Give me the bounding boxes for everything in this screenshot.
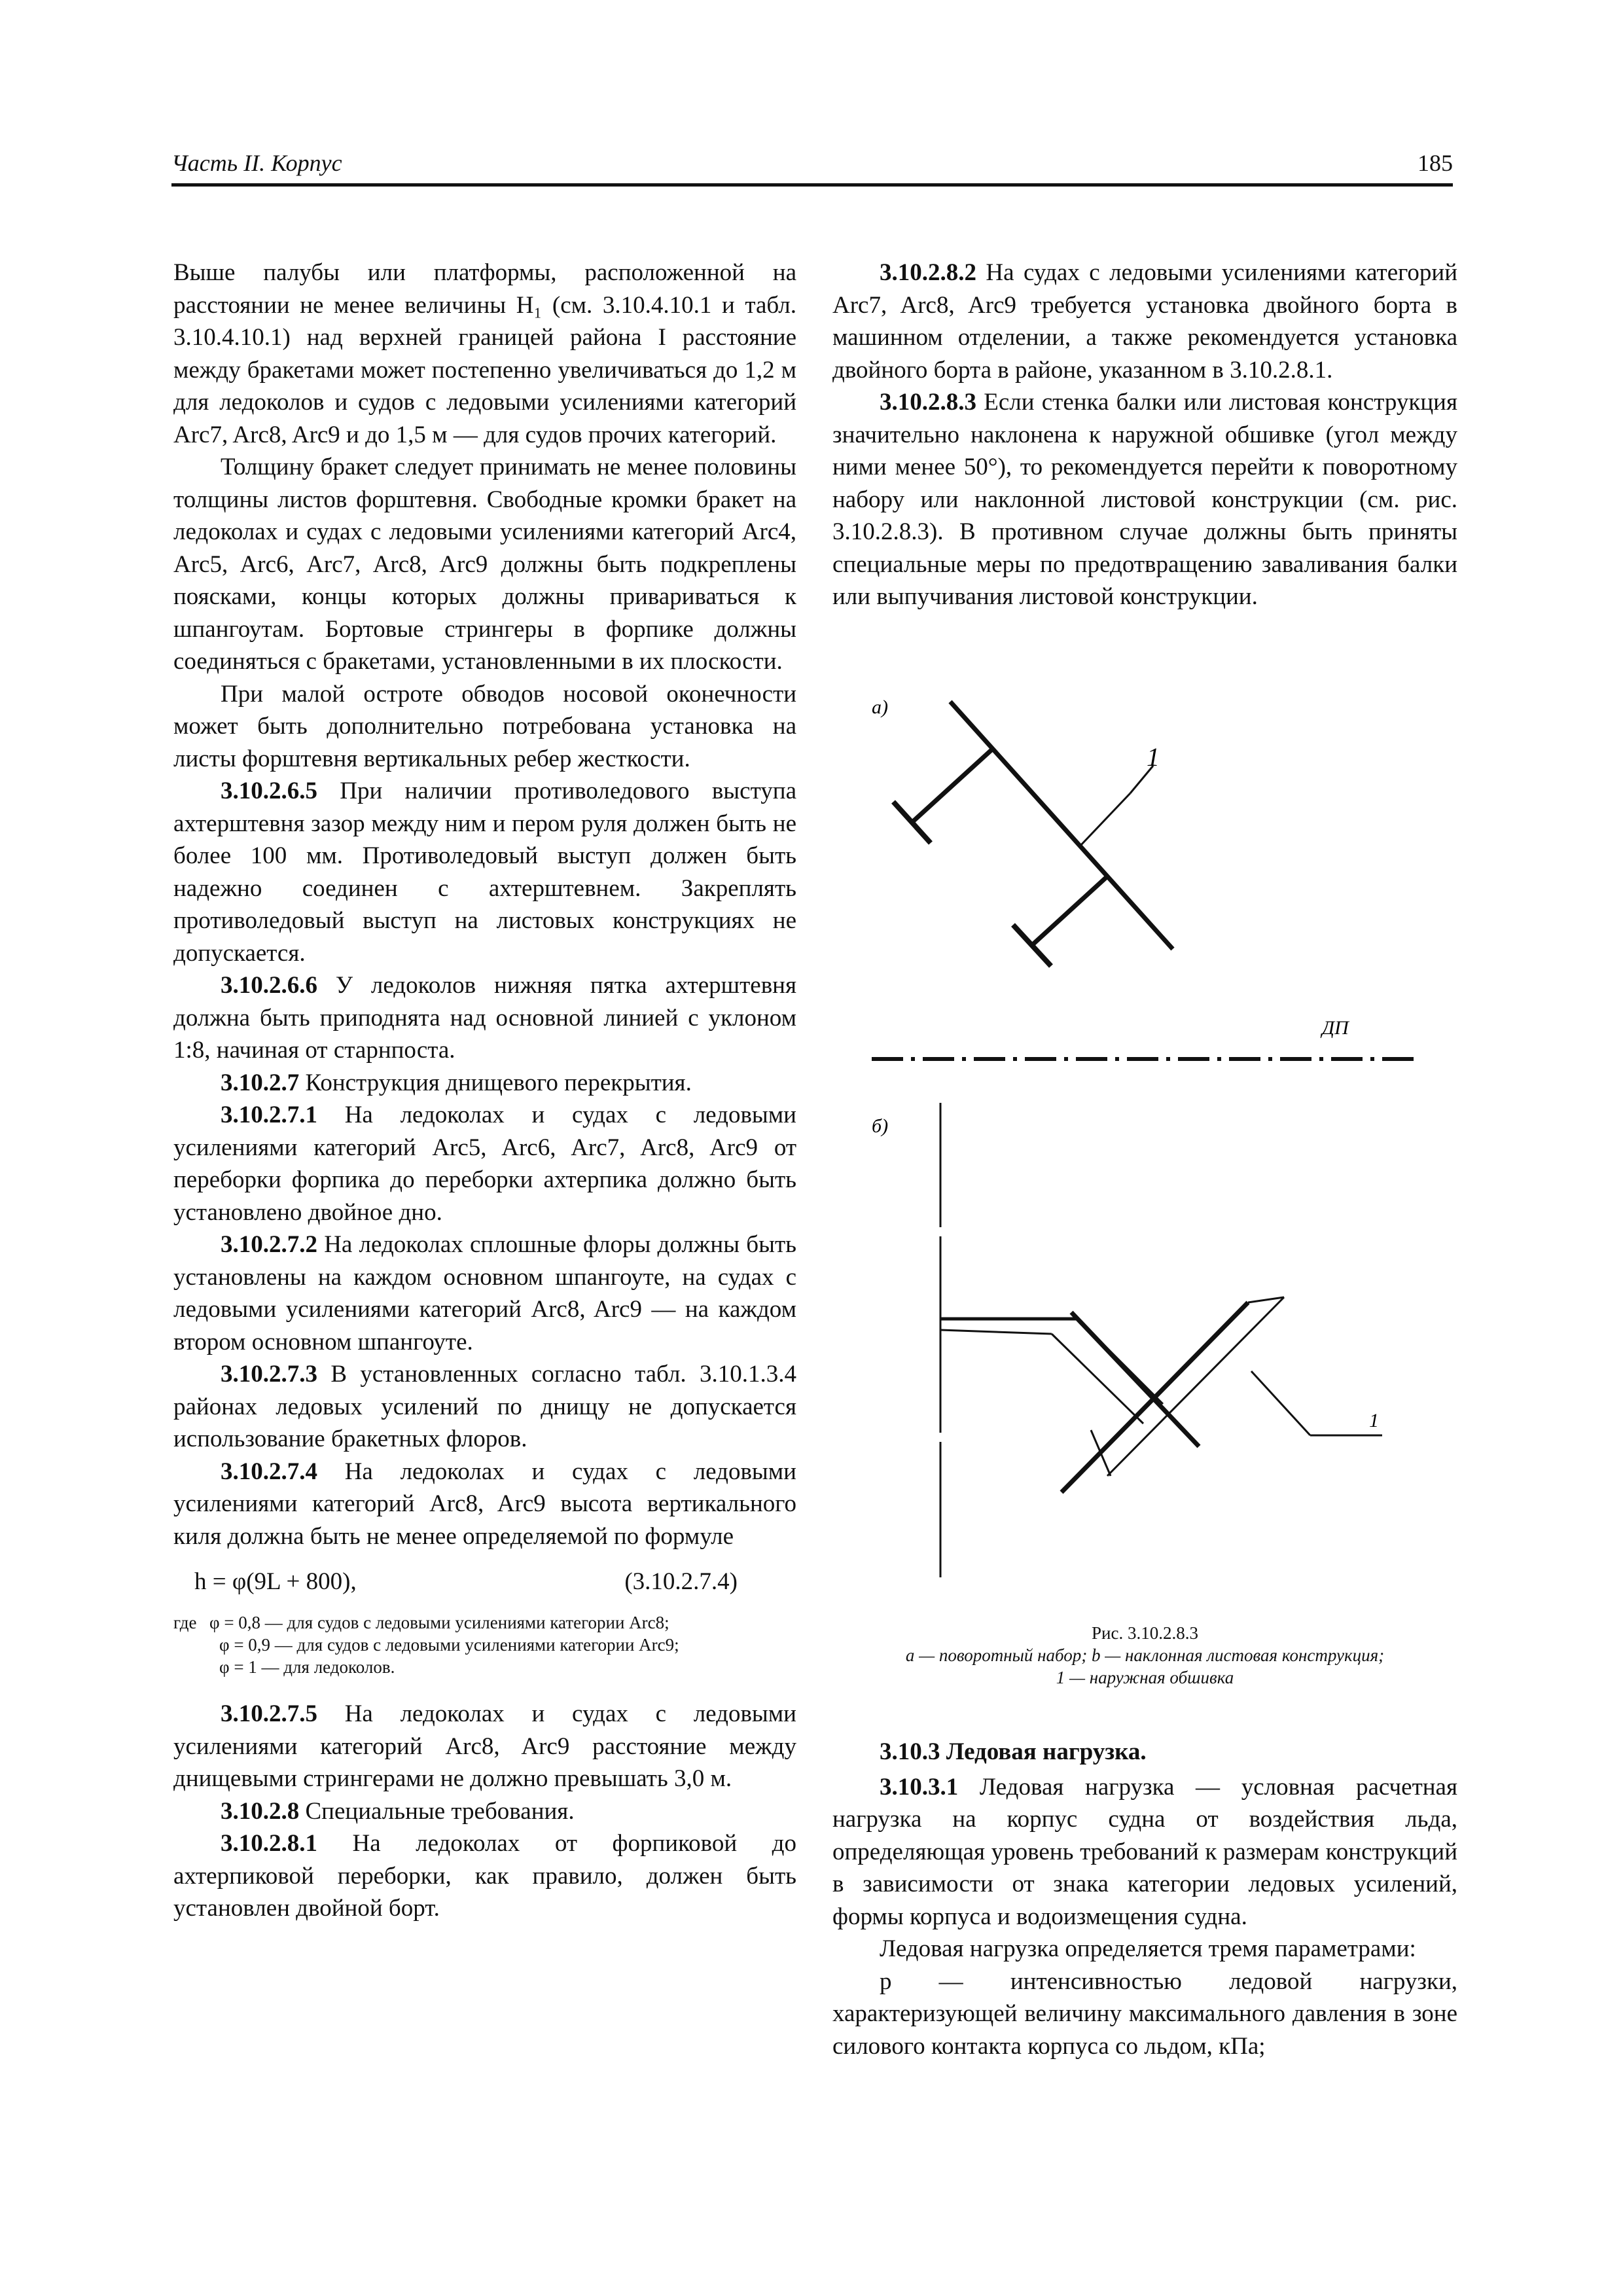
clause-text: У ледоколов нижняя пятка ахтерштевня должна быть приподнята над основной линией с уклоном 1:8, начиная от старнпоста.	[173, 972, 796, 1064]
right-column	[832, 257, 1457, 613]
clause-text: При наличии противоледового выступа ахтерштевня зазор между ним и пером руля должен быть не более 100 мм. Противоледовый выступ должен быть надежно соединен с ахтерштевнем. Закреплять противоледовый выступ на листовых конструкциях не допускается.	[173, 778, 796, 967]
legend-line: φ = 0,9 — для судов с ледовыми усилениями категории Arc9;	[219, 1635, 679, 1655]
label-dp: ДП	[1322, 1017, 1349, 1039]
formula-number: (3.10.2.7.4)	[624, 1568, 738, 1595]
clause-text: На ледоколах от форпиковой до ахтерпиковой переборки, как правило, должен быть установлен двойной борт.	[173, 1830, 796, 1922]
formula	[173, 1566, 796, 1605]
legend-line: φ = 0,8 — для судов с ледовыми усилениями категории Arc8;	[209, 1613, 669, 1632]
frame-web-2	[1032, 876, 1107, 945]
paragraph	[832, 1771, 1457, 1933]
clause-text: На судах с ледовыми усилениями категорий Arc7, Arc8, Arc9 требуется установка двойного борта в машинном отделении, а также рекомендуется установка двойного борта в районе, указанном в 3.10.2.8.1.	[832, 259, 1457, 384]
page-number: 185	[1418, 150, 1453, 176]
paragraph	[173, 1456, 796, 1553]
caption-line: 1 — наружная обшивка	[1056, 1668, 1234, 1687]
paragraph	[173, 969, 796, 1067]
paragraph: При малой остроте обводов носовой оконечности может быть дополнительно потребована установка на листы форштевня вертикальных ребер жесткости.	[173, 680, 796, 772]
figure-3-10-2-8-3	[832, 694, 1457, 1656]
paragraph	[173, 1358, 796, 1456]
figure-drawing	[832, 694, 1457, 1623]
clause-text: На ледоколах и судах с ледовыми усилениями категорий Arc8, Arc9 высота вертикального киля должна быть не менее определяемой по формуле	[173, 1458, 796, 1550]
running-head: Часть II. Корпус	[171, 150, 342, 176]
paragraph: Ледовая нагрузка определяется тремя параметрами:	[880, 1935, 1416, 1962]
paragraph	[173, 1099, 796, 1229]
clause-number: 3.10.2.8.2	[880, 259, 976, 286]
section-heading: 3.10.3 Ледовая нагрузка.	[880, 1738, 1147, 1765]
clause-number: 3.10.2.7.4	[221, 1458, 317, 1485]
clause-number: 3.10.2.7	[221, 1069, 300, 1096]
legend-line: φ = 1 — для ледоколов.	[219, 1657, 395, 1677]
paragraph	[173, 1229, 796, 1358]
clause-text: На ледоколах сплошные флоры должны быть установлены на каждом основном шпангоуте, на судах с ледовыми усилениями категорий Arc8, Arc9 — на каждом втором основном шпангоуте.	[173, 1231, 796, 1355]
paragraph	[173, 1827, 796, 1925]
clause-number: 3.10.2.8	[221, 1797, 300, 1825]
paragraph: Толщину бракет следует принимать не менее половины толщины листов форштевня. Свободные кромки бракет на ледоколах и судах с ледовыми усилениями категорий Arc4, Arc5, Arc6, Arc7, Arc8, Arc9 должны быть подкреплены поясками, концы которых должны привариваться к шпангоутам. Бортовые стрингеры в форпике должны соединяться с бракетами, установленными в их плоскости.	[173, 454, 796, 675]
header-rule	[171, 183, 1453, 187]
clause-number: 3.10.2.6.5	[221, 778, 317, 804]
clause-text: Специальные требования.	[299, 1797, 575, 1825]
paragraph: p — интенсивностью ледовой нагрузки, характеризующей величину максимального давления в зоне силового контакта корпуса со льдом, кПа;	[832, 1967, 1457, 2060]
caption-line: а — поворотный набор; b — наклонная листовая конструкция;	[905, 1645, 1385, 1665]
frame-web-1	[912, 749, 993, 822]
label-1-a: 1	[1147, 742, 1160, 772]
clause-text: Ледовая нагрузка — условная расчетная нагрузка на корпус судна от воздействия льда, определяющая уровень требований к размерам конструкций в зависимости от знака категории ледовых усилений, формы корпуса и водоизмещения судна.	[832, 1773, 1457, 1930]
clause-number: 3.10.3.1	[880, 1773, 959, 1801]
shell-plating-a	[950, 702, 1173, 949]
clause-number: 3.10.2.8.1	[221, 1830, 317, 1857]
inclined-plate-1	[1052, 1334, 1143, 1424]
paragraph	[173, 775, 796, 969]
clause-text: На ледоколах и судах с ледовыми усилениями категорий Arc8, Arc9 расстояние между днищевыми стрингерами не должно превышать 3,0 м.	[173, 1700, 796, 1792]
figure-caption	[832, 1622, 1457, 1689]
clause-number: 3.10.2.7.5	[221, 1700, 317, 1727]
caption-title: Рис. 3.10.2.8.3	[1092, 1623, 1198, 1643]
page-header	[171, 149, 1453, 183]
clause-text: В установленных согласно табл. 3.10.1.3.4 районах ледовых усилений по днищу не допускается использование бракетных флоров.	[173, 1361, 796, 1452]
clause-text: Если стенка балки или листовая конструкция значительно наклонена к наружной обшивке (угол между ними менее 50°), то рекомендуется перейти к поворотному набору или наклонной листовой конструкции (см. рис. 3.10.2.8.3). В противном случае должны быть приняты специальные меры по предотвращению заваливания балки или выпучивания листовой конструкции.	[832, 389, 1457, 610]
shell-plating-b-inner	[1107, 1297, 1284, 1476]
clause-text: Конструкция днищевого перекрытия.	[299, 1069, 692, 1096]
label-a: а)	[872, 696, 888, 718]
paragraph	[173, 1067, 796, 1100]
paragraph	[173, 1698, 796, 1795]
clause-text: На ледоколах и судах с ледовыми усилениями категорий Arc5, Arc6, Arc7, Arc8, Arc9 от переборки форпика до переборки ахтерпика должно быть установлено двойное дно.	[173, 1102, 796, 1226]
paragraph: Выше палубы или платформы, расположенной на расстоянии не менее величины H₁ (см. 3.10.4.10.1 и табл. 3.10.4.10.1) над верхней границей района I расстояние между бракетами может постепенно увеличиваться до 1,2 м для ледоколов и судов с ледовыми усилениями категорий Arc7, Arc8, Arc9 и до 1,5 м — для судов прочих категорий.	[173, 259, 796, 448]
label-1-b: 1	[1369, 1410, 1379, 1431]
clause-number: 3.10.2.7.2	[221, 1231, 317, 1258]
clause-number: 3.10.2.8.3	[880, 389, 976, 416]
paragraph	[832, 257, 1457, 386]
inclined-web-bold	[1071, 1312, 1199, 1446]
formula-expression: h = φ(9L + 800),	[194, 1568, 357, 1595]
label-b: б)	[872, 1115, 889, 1137]
paragraph	[832, 386, 1457, 613]
left-column	[173, 257, 796, 1925]
clause-number: 3.10.2.7.1	[221, 1102, 317, 1128]
formula-legend	[173, 1611, 796, 1678]
paragraph	[173, 1795, 796, 1828]
leader-line-b	[1251, 1371, 1310, 1435]
horizontal-deck-lower	[940, 1330, 1052, 1334]
leader-line-a	[1080, 793, 1130, 846]
clause-number: 3.10.2.7.3	[221, 1361, 317, 1388]
ice-load-section	[832, 1736, 1457, 2062]
clause-number: 3.10.2.6.6	[221, 972, 317, 999]
plate-end-lower	[1091, 1430, 1111, 1476]
where-label: где	[173, 1613, 197, 1632]
